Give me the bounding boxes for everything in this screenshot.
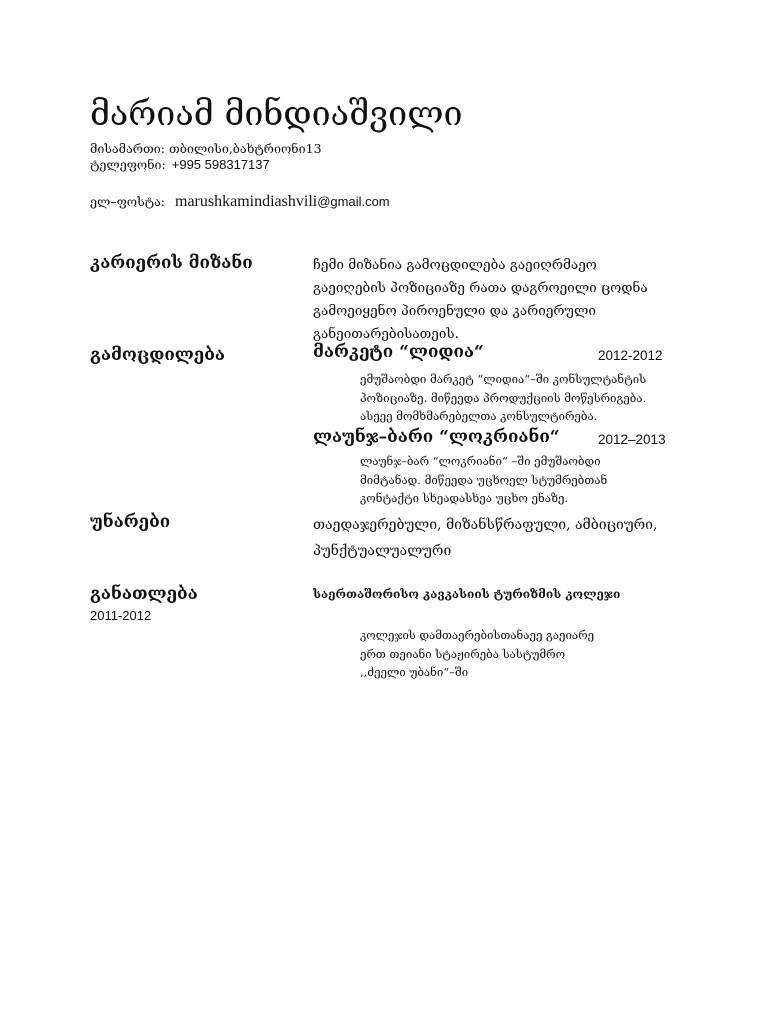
education-description xyxy=(360,626,594,682)
job-description-line: ემუშაობდი მარკეტ “ლიდია“–ში კონსულტანტის xyxy=(360,372,647,386)
job-description-line: პოზიციაზე. მიწეედა პროდუქციის მოწესრიგება. xyxy=(360,390,647,405)
skills-title: უნარები xyxy=(90,512,171,532)
phone-line xyxy=(90,157,270,172)
objective-text xyxy=(313,254,693,346)
address-value: თბილისი,ბახტრიონი13 xyxy=(169,141,322,156)
job-period: 2012–2013 xyxy=(598,432,666,447)
skills-line: პუნქტუალუალური xyxy=(313,543,452,559)
email-domain: @gmail.com xyxy=(317,194,390,209)
job-description xyxy=(360,452,607,508)
job-title: მარკეტი “ლიდია“ xyxy=(313,342,484,362)
job-title: ლაუნჯ–ბარი “ლოკრიანი“ xyxy=(313,427,560,447)
experience-title: გამოცდილება xyxy=(90,345,225,365)
phone-value: +995 598317137 xyxy=(171,157,270,172)
education-description-line: კოლეჯის დამთაერებისთანაეე გაეიარე xyxy=(360,628,595,642)
phone-label: ტელეფონი: xyxy=(90,157,166,172)
resume-name: მარიამ მინდიაშვილი xyxy=(90,94,463,134)
address-line xyxy=(90,141,322,156)
skills-text xyxy=(313,512,657,564)
address-label: მისამართი: xyxy=(90,141,166,156)
education-school: საერთაშორისო კავკასიის ტურიზმის კოლეჯი xyxy=(313,587,621,601)
job-period: 2012-2012 xyxy=(598,348,663,363)
objective-line: ჩემი მიზანია გამოცდილება გაეიღრმაეო xyxy=(313,257,597,273)
objective-title: კარიერის მიზანი xyxy=(90,253,253,273)
job-description-line: ლაუნჯ–ბარ “ლოკრიანი“ –ში ემუშაობდი xyxy=(360,454,601,468)
education-description-line: ,,ძეელი უბანი“–ში xyxy=(360,665,469,679)
email-line xyxy=(90,193,390,211)
objective-line: გამოეიყენო პიროენული და კარიერული xyxy=(313,303,596,319)
email-user: marushkamindiashvili xyxy=(175,193,318,210)
job-description xyxy=(360,370,646,426)
skills-line: თაედაჯერებული, მიზანსწრაფული, ამბიციური, xyxy=(313,517,658,533)
objective-line: გაეიღების პოზიციაზე რათა დაგროეილი ცოდნა xyxy=(313,280,648,296)
education-description-line: ერთ თეიანი სტაჟირება სასტუმრო xyxy=(360,646,566,661)
job-description-line: მიმტანად. მიწეედა უცხოელ სტუმრებთან xyxy=(360,472,608,487)
job-description-line: ასეეე მომხმარებელთა კონსულტირება. xyxy=(360,409,598,423)
education-period: 2011-2012 xyxy=(90,608,152,623)
job-description-line: კონტაქტი სხეადასხეა უცხო ენაზე. xyxy=(360,491,569,505)
email-value[interactable] xyxy=(175,193,390,210)
email-label: ელ–ფოსტა: xyxy=(90,194,165,209)
education-title: განათლება xyxy=(90,584,198,604)
objective-line: განეითარებისათეის. xyxy=(313,326,459,342)
